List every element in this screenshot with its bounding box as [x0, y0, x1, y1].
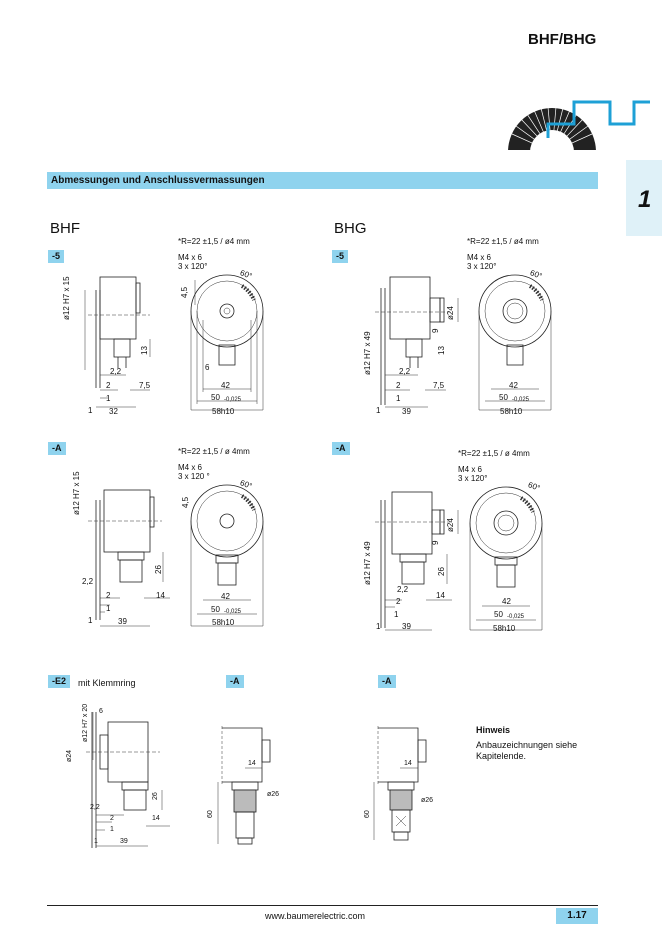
badge-bhg-a: -A [332, 442, 350, 455]
dim-2: 2 [110, 815, 114, 822]
dim-tol: -0,025 [507, 614, 525, 620]
badge-bhf-a: -A [48, 442, 66, 455]
series-label-bhg: BHG [334, 220, 367, 237]
dim-tol: -0,025 [224, 609, 242, 615]
dim-2: 2 [396, 381, 401, 390]
dim-2-2: 2,2 [397, 585, 409, 594]
dim-50: 50 [211, 393, 220, 402]
dim-7-5: 7,5 [433, 381, 445, 390]
dim-60: 60 [364, 810, 371, 818]
dim-6: 6 [99, 708, 103, 715]
dim-58: 58h10 [212, 618, 235, 627]
dim-1b: 1 [376, 622, 381, 631]
dim-60: 60° [526, 480, 542, 493]
dim-tol: -0,025 [512, 397, 530, 403]
note-bhg-a: *R=22 ±1,5 / ø 4mm [458, 449, 530, 458]
bhf-a-front-view [191, 485, 263, 626]
badge-bhf-5: -5 [48, 250, 64, 263]
dim-60: 60° [528, 268, 544, 281]
dim-58: 58h10 [212, 407, 235, 416]
dim-14: 14 [436, 591, 445, 600]
dim-24: ø24 [446, 518, 455, 532]
dim-50: 50 [499, 393, 508, 402]
thread-bhf-a: M4 x 6 [178, 463, 203, 472]
dim-1b: 1 [376, 406, 381, 415]
dim-26: ø26 [267, 791, 280, 798]
dim-shaft: ø12 H7 x 49 [363, 331, 372, 375]
dim-1: 1 [106, 394, 111, 403]
dim-14: 14 [404, 760, 412, 767]
hinweis-text: Anbauzeichnungen siehe Kapitelende. [476, 740, 578, 761]
dim-1: 1 [396, 394, 401, 403]
dim-2-2: 2,2 [399, 367, 411, 376]
chapter-number: 1 [638, 186, 652, 213]
note-bhf-a: *R=22 ±1,5 / ø 4mm [178, 447, 250, 456]
dim-39: 39 [402, 622, 411, 631]
angle-bhg-5: 3 x 120° [467, 262, 497, 271]
dim-42: 42 [509, 381, 518, 390]
dim-shaft: ø12 H7 x 49 [363, 541, 372, 585]
dim-26: 26 [437, 567, 446, 576]
dim-7-5: 7,5 [139, 381, 151, 390]
bhg-5-side-view [375, 277, 458, 407]
dim-58: 58h10 [500, 407, 523, 416]
note-bhf-5: *R=22 ±1,5 / ø4 mm [178, 237, 250, 246]
thread-bhf-5: M4 x 6 [178, 253, 203, 262]
dim-32: 32 [109, 407, 118, 416]
badge-bottom-a2: -A [378, 675, 396, 688]
section-header: Abmessungen und Anschlussvermassungen [47, 172, 598, 189]
dim-6: 6 [205, 363, 210, 372]
dim-tol: -0,025 [224, 397, 242, 403]
dim-42: 42 [221, 381, 230, 390]
dim-14: 14 [248, 760, 256, 767]
dim-1: 1 [394, 610, 399, 619]
bhg-a-side-view [375, 492, 458, 630]
dim-2-2: 2,2 [90, 804, 100, 811]
dim-1b: 1 [88, 406, 93, 415]
dim-1: 1 [110, 826, 114, 833]
badge-bottom-a1: -A [226, 675, 244, 688]
dim-1: 1 [106, 604, 111, 613]
angle-bhf-5: 3 x 120° [178, 262, 208, 271]
dim-45: 4,5 [181, 496, 190, 508]
series-label-bhf: BHF [50, 220, 80, 237]
angle-bhg-a: 3 x 120° [458, 474, 488, 483]
footer-divider [47, 905, 598, 906]
dim-39: 39 [120, 838, 128, 845]
dim-24: ø24 [446, 306, 455, 320]
note-bhg-5: *R=22 ±1,5 / ø4 mm [467, 237, 539, 246]
dim-14: 14 [152, 815, 160, 822]
page-number: 1.17 [556, 908, 598, 924]
dim-42: 42 [221, 592, 230, 601]
dim-2: 2 [106, 381, 111, 390]
dim-26: 26 [152, 792, 159, 800]
dim-60: 60° [238, 478, 254, 491]
dim-1b: 1 [94, 838, 98, 845]
dim-26: 26 [154, 565, 163, 574]
dim-50: 50 [494, 610, 503, 619]
dim-9: 9 [431, 540, 440, 545]
dim-24: ø24 [66, 749, 73, 762]
footer-url[interactable]: www.baumerelectric.com [265, 911, 366, 921]
badge-bhg-5: -5 [332, 250, 348, 263]
dim-2-2: 2,2 [82, 577, 94, 586]
dim-26: ø26 [421, 797, 434, 804]
dim-2: 2 [106, 591, 111, 600]
dim-14: 14 [156, 591, 165, 600]
dim-13: 13 [437, 346, 446, 355]
dim-9: 9 [431, 328, 440, 333]
dim-60: 60 [207, 810, 214, 818]
bhf-a-side-view [88, 490, 170, 626]
a1-connector-view [218, 726, 270, 844]
angle-bhf-a: 3 x 120 ° [178, 472, 210, 481]
hinweis-title: Hinweis [476, 725, 511, 735]
dim-shaft: ø12 H7 x 15 [62, 276, 71, 320]
dim-shaft: ø12 H7 x 20 [82, 703, 89, 742]
thread-bhg-a: M4 x 6 [458, 465, 483, 474]
dim-shaft: ø12 H7 x 15 [72, 471, 81, 515]
dim-2-2: 2,2 [110, 367, 122, 376]
page-title: BHF/BHG [528, 31, 597, 48]
dim-45: 4,5 [180, 286, 189, 298]
dim-39: 39 [402, 407, 411, 416]
badge-e2: -E2 [48, 675, 70, 688]
dim-58: 58h10 [493, 624, 516, 633]
thread-bhg-5: M4 x 6 [467, 253, 492, 262]
dim-50: 50 [211, 605, 220, 614]
dim-2: 2 [396, 597, 401, 606]
e2-suffix: mit Klemmring [78, 678, 136, 688]
dim-42: 42 [502, 597, 511, 606]
dim-1b: 1 [88, 616, 93, 625]
a2-connector-view [374, 726, 426, 840]
bhg-a-front-view [470, 487, 542, 630]
dim-13: 13 [140, 346, 149, 355]
e2-side-view [86, 712, 170, 848]
dim-39: 39 [118, 617, 127, 626]
dim-60: 60° [238, 268, 254, 281]
